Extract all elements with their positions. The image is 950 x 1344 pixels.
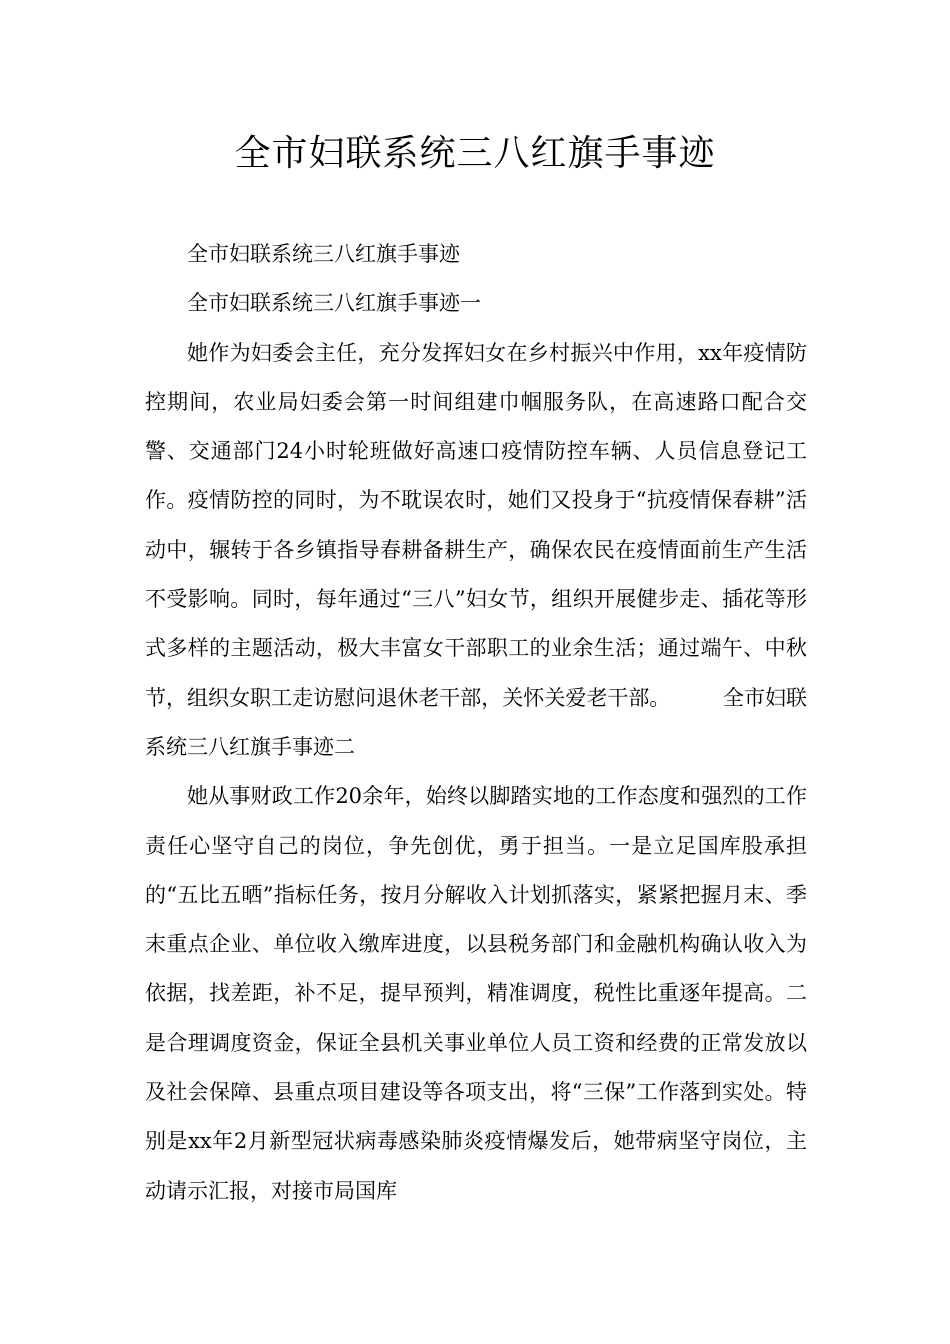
section-two-heading: 全市妇联系统三八红旗手事迹二 xyxy=(145,685,808,759)
section-one-heading: 全市妇联系统三八红旗手事迹一 xyxy=(187,291,481,316)
paragraph-two: 她从事财政工作20余年，始终以脚踏实地的工作态度和强烈的工作责任心坚守自己的岗位，争先创优，勇于担当。一是立足国库股承担的“五比五晒”指标任务，按月分解收入计划抓落实，紧紧把握月末、季末重点企业、单位收入缴库进度，以县税务部门和金融机构确认收入为依据，找差距，补不足，提早预判，精准调度，税性比重逐年提高。二是合理调度资金，保证全县机关事业单位人员工资和经费的正常发放以及社会保障、县重点项目建设等各项支出，将“三保”工作落到实处。特别是xx年2月新型冠状病毒感染肺炎疫情爆发后，她带病坚守岗位，主动请示汇报，对接市局国库 xyxy=(145,784,807,1203)
document-body xyxy=(145,230,807,1216)
paragraph-one-text: 她作为妇委会主任，充分发挥妇女在乡村振兴中作用，xx年疫情防控期间，农业局妇委会第一时间组建巾帼服务队，在高速路口配合交警、交通部门24小时轮班做好高速口疫情防控车辆、人员信息登记工作。疫情防控的同时，为不耽误农时，她们又投身于“抗疫情保春耕”活动中，辗转于各乡镇指导春耕备耕生产，确保农民在疫情面前生产生活不受影响。同时，每年通过“三八”妇女节，组织开展健步走、插花等形式多样的主题活动，极大丰富女干部职工的业余生活；通过端午、中秋节，组织女职工走访慰问退休老干部，关怀关爱老干部。 xyxy=(145,340,807,710)
heading-repeat-line: 全市妇联系统三八红旗手事迹 xyxy=(187,242,460,266)
document-title: 全市妇联系统三八红旗手事迹 xyxy=(234,133,716,174)
paragraph-one xyxy=(145,329,807,773)
